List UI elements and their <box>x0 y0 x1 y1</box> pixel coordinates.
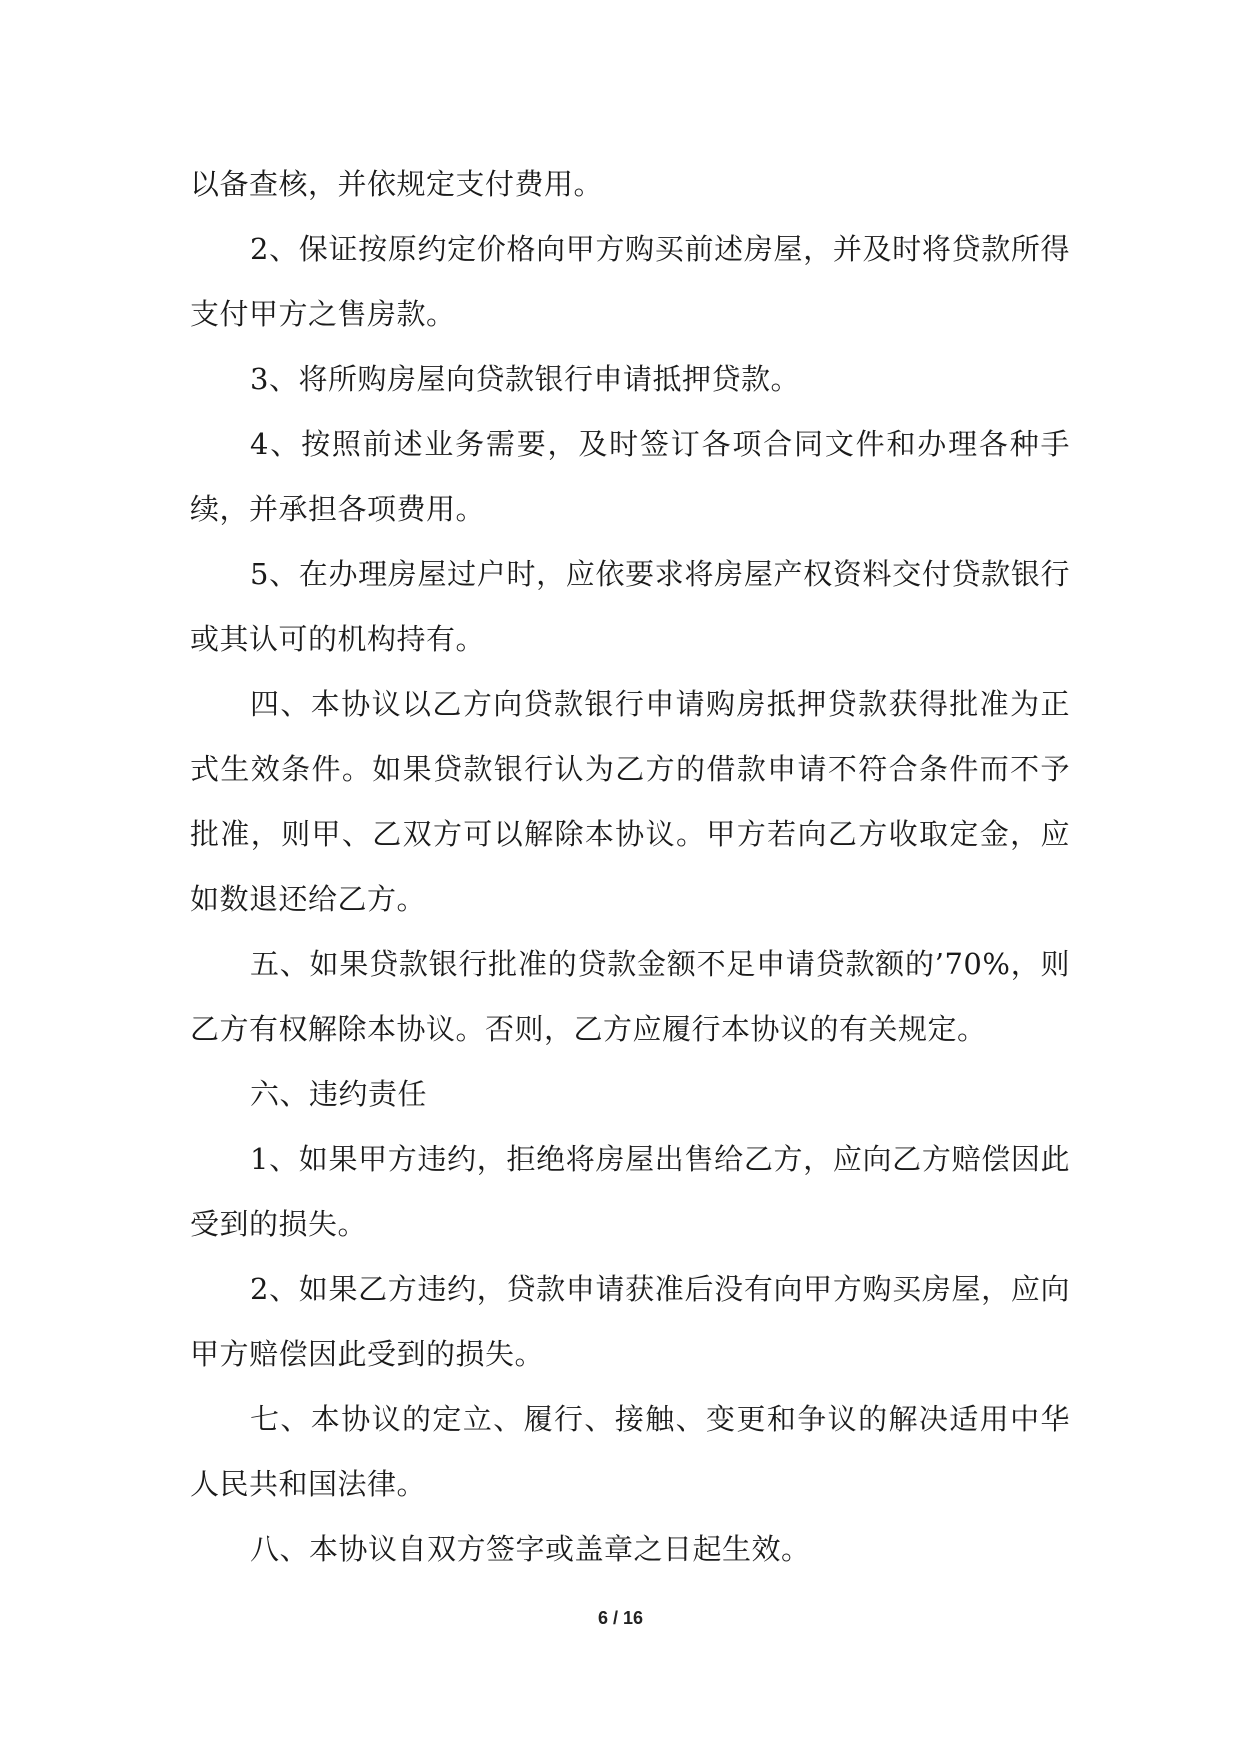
paragraph: 四、本协议以乙方向贷款银行申请购房抵押贷款获得批准为正式生效条件。如果贷款银行认为乙方的借款申请不符合条件而不予批准，则甲、乙双方可以解除本协议。甲方若向乙方收取定金，应如数退还给乙方。 <box>190 687 1070 916</box>
paragraph: 五、如果贷款银行批准的贷款金额不足申请贷款额的’70%，则乙方有权解除本协议。否则，乙方应履行本协议的有关规定。 <box>190 947 1070 1046</box>
section-heading: 六、违约责任 <box>250 1077 428 1111</box>
paragraph: 3、将所购房屋向贷款银行申请抵押贷款。 <box>250 362 800 396</box>
paragraph: 七、本协议的定立、履行、接触、变更和争议的解决适用中华人民共和国法律。 <box>190 1402 1070 1501</box>
paragraph: 以备查核，并依规定支付费用。 <box>190 167 604 201</box>
paragraph: 1、如果甲方违约，拒绝将房屋出售给乙方，应向乙方赔偿因此受到的损失。 <box>190 1142 1070 1241</box>
paragraph: 八、本协议自双方签字或盖章之日起生效。 <box>250 1532 811 1566</box>
paragraph: 5、在办理房屋过户时，应依要求将房屋产权资料交付贷款银行或其认可的机构持有。 <box>190 557 1070 656</box>
paragraph: 2、保证按原约定价格向甲方购买前述房屋，并及时将贷款所得支付甲方之售房款。 <box>190 232 1070 331</box>
paragraph: 2、如果乙方违约，贷款申请获准后没有向甲方购买房屋，应向甲方赔偿因此受到的损失。 <box>190 1272 1070 1371</box>
document-body <box>190 152 1070 1582</box>
page-number: 6 / 16 <box>597 1608 644 1628</box>
paragraph: 4、按照前述业务需要，及时签订各项合同文件和办理各种手续，并承担各项费用。 <box>190 427 1070 526</box>
